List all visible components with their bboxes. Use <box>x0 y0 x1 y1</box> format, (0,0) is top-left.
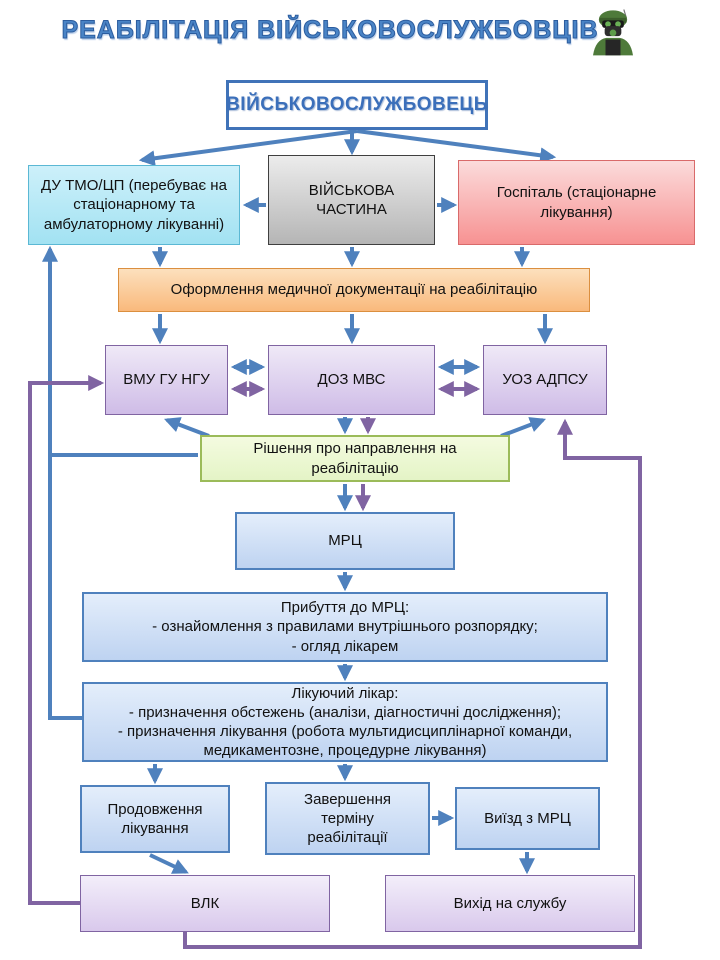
node-military-unit-label: ВІЙСЬКОВА ЧАСТИНА <box>308 181 395 218</box>
node-attending-doctor-title: Лікуючий лікар: <box>291 684 399 702</box>
node-vmu-gu-ngu <box>105 345 228 415</box>
node-military-unit <box>268 155 435 245</box>
node-doz-mvs-label: ДОЗ МВС <box>317 371 386 389</box>
node-hospital <box>458 160 695 245</box>
node-vlk-label: ВЛК <box>190 894 220 912</box>
node-decision-label: Рішення про направлення на реабілітацію <box>253 440 457 477</box>
node-departure-mrc <box>455 787 600 850</box>
node-decision <box>200 435 510 482</box>
node-arrival-mrc-item: - ознайомлення з правилами внутрішнього розпорядку; <box>152 618 538 636</box>
node-arrival-mrc-item: - огляд лікарем <box>291 637 399 655</box>
node-doz-mvs <box>268 345 435 415</box>
node-arrival-mrc <box>82 592 608 662</box>
node-return-to-service-label: Вихід на службу <box>453 894 567 912</box>
node-continue-treatment-label: Продовження лікування <box>107 800 203 837</box>
node-du-tmo-cp-label: ДУ ТМО/ЦП (перебуває на стаціонарному та амбулаторному лікуванні) <box>41 177 227 233</box>
node-arrival-mrc-title: Прибуття до МРЦ: <box>280 599 410 617</box>
node-mrc-label: МРЦ <box>328 532 362 550</box>
node-completion <box>265 782 430 855</box>
node-vlk <box>80 875 330 932</box>
node-med-documentation <box>118 268 590 312</box>
node-hospital-label: Госпіталь (стаціонарне лікування) <box>496 184 657 221</box>
node-uoz-adpsu <box>483 345 607 415</box>
node-return-to-service <box>385 875 635 932</box>
node-serviceman-label: ВІЙСЬКОВОСЛУЖБОВЕЦЬ <box>226 93 488 115</box>
node-med-documentation-label: Оформлення медичної документації на реабілітацію <box>170 281 538 299</box>
node-vmu-gu-ngu-label: ВМУ ГУ НГУ <box>123 371 210 389</box>
node-attending-doctor-item: - призначення лікування (робота мультидисциплінарної команди, медикаментозне, процедурне лікування) <box>117 723 573 760</box>
node-departure-mrc-label: Виїзд з МРЦ <box>484 809 571 827</box>
node-attending-doctor-item: - призначення обстежень (аналізи, діагностичні дослідження); <box>128 703 562 721</box>
node-du-tmo-cp <box>28 165 240 245</box>
page-title: РЕАБІЛІТАЦІЯ ВІЙСЬКОВОСЛУЖБОВЦІВ <box>61 16 599 44</box>
node-completion-label: Завершення терміну реабілітації <box>304 790 391 847</box>
node-uoz-adpsu-label: УОЗ АДПСУ <box>502 371 588 389</box>
node-mrc <box>235 512 455 570</box>
node-continue-treatment <box>80 785 230 853</box>
node-serviceman <box>226 80 488 130</box>
node-attending-doctor <box>82 682 608 762</box>
